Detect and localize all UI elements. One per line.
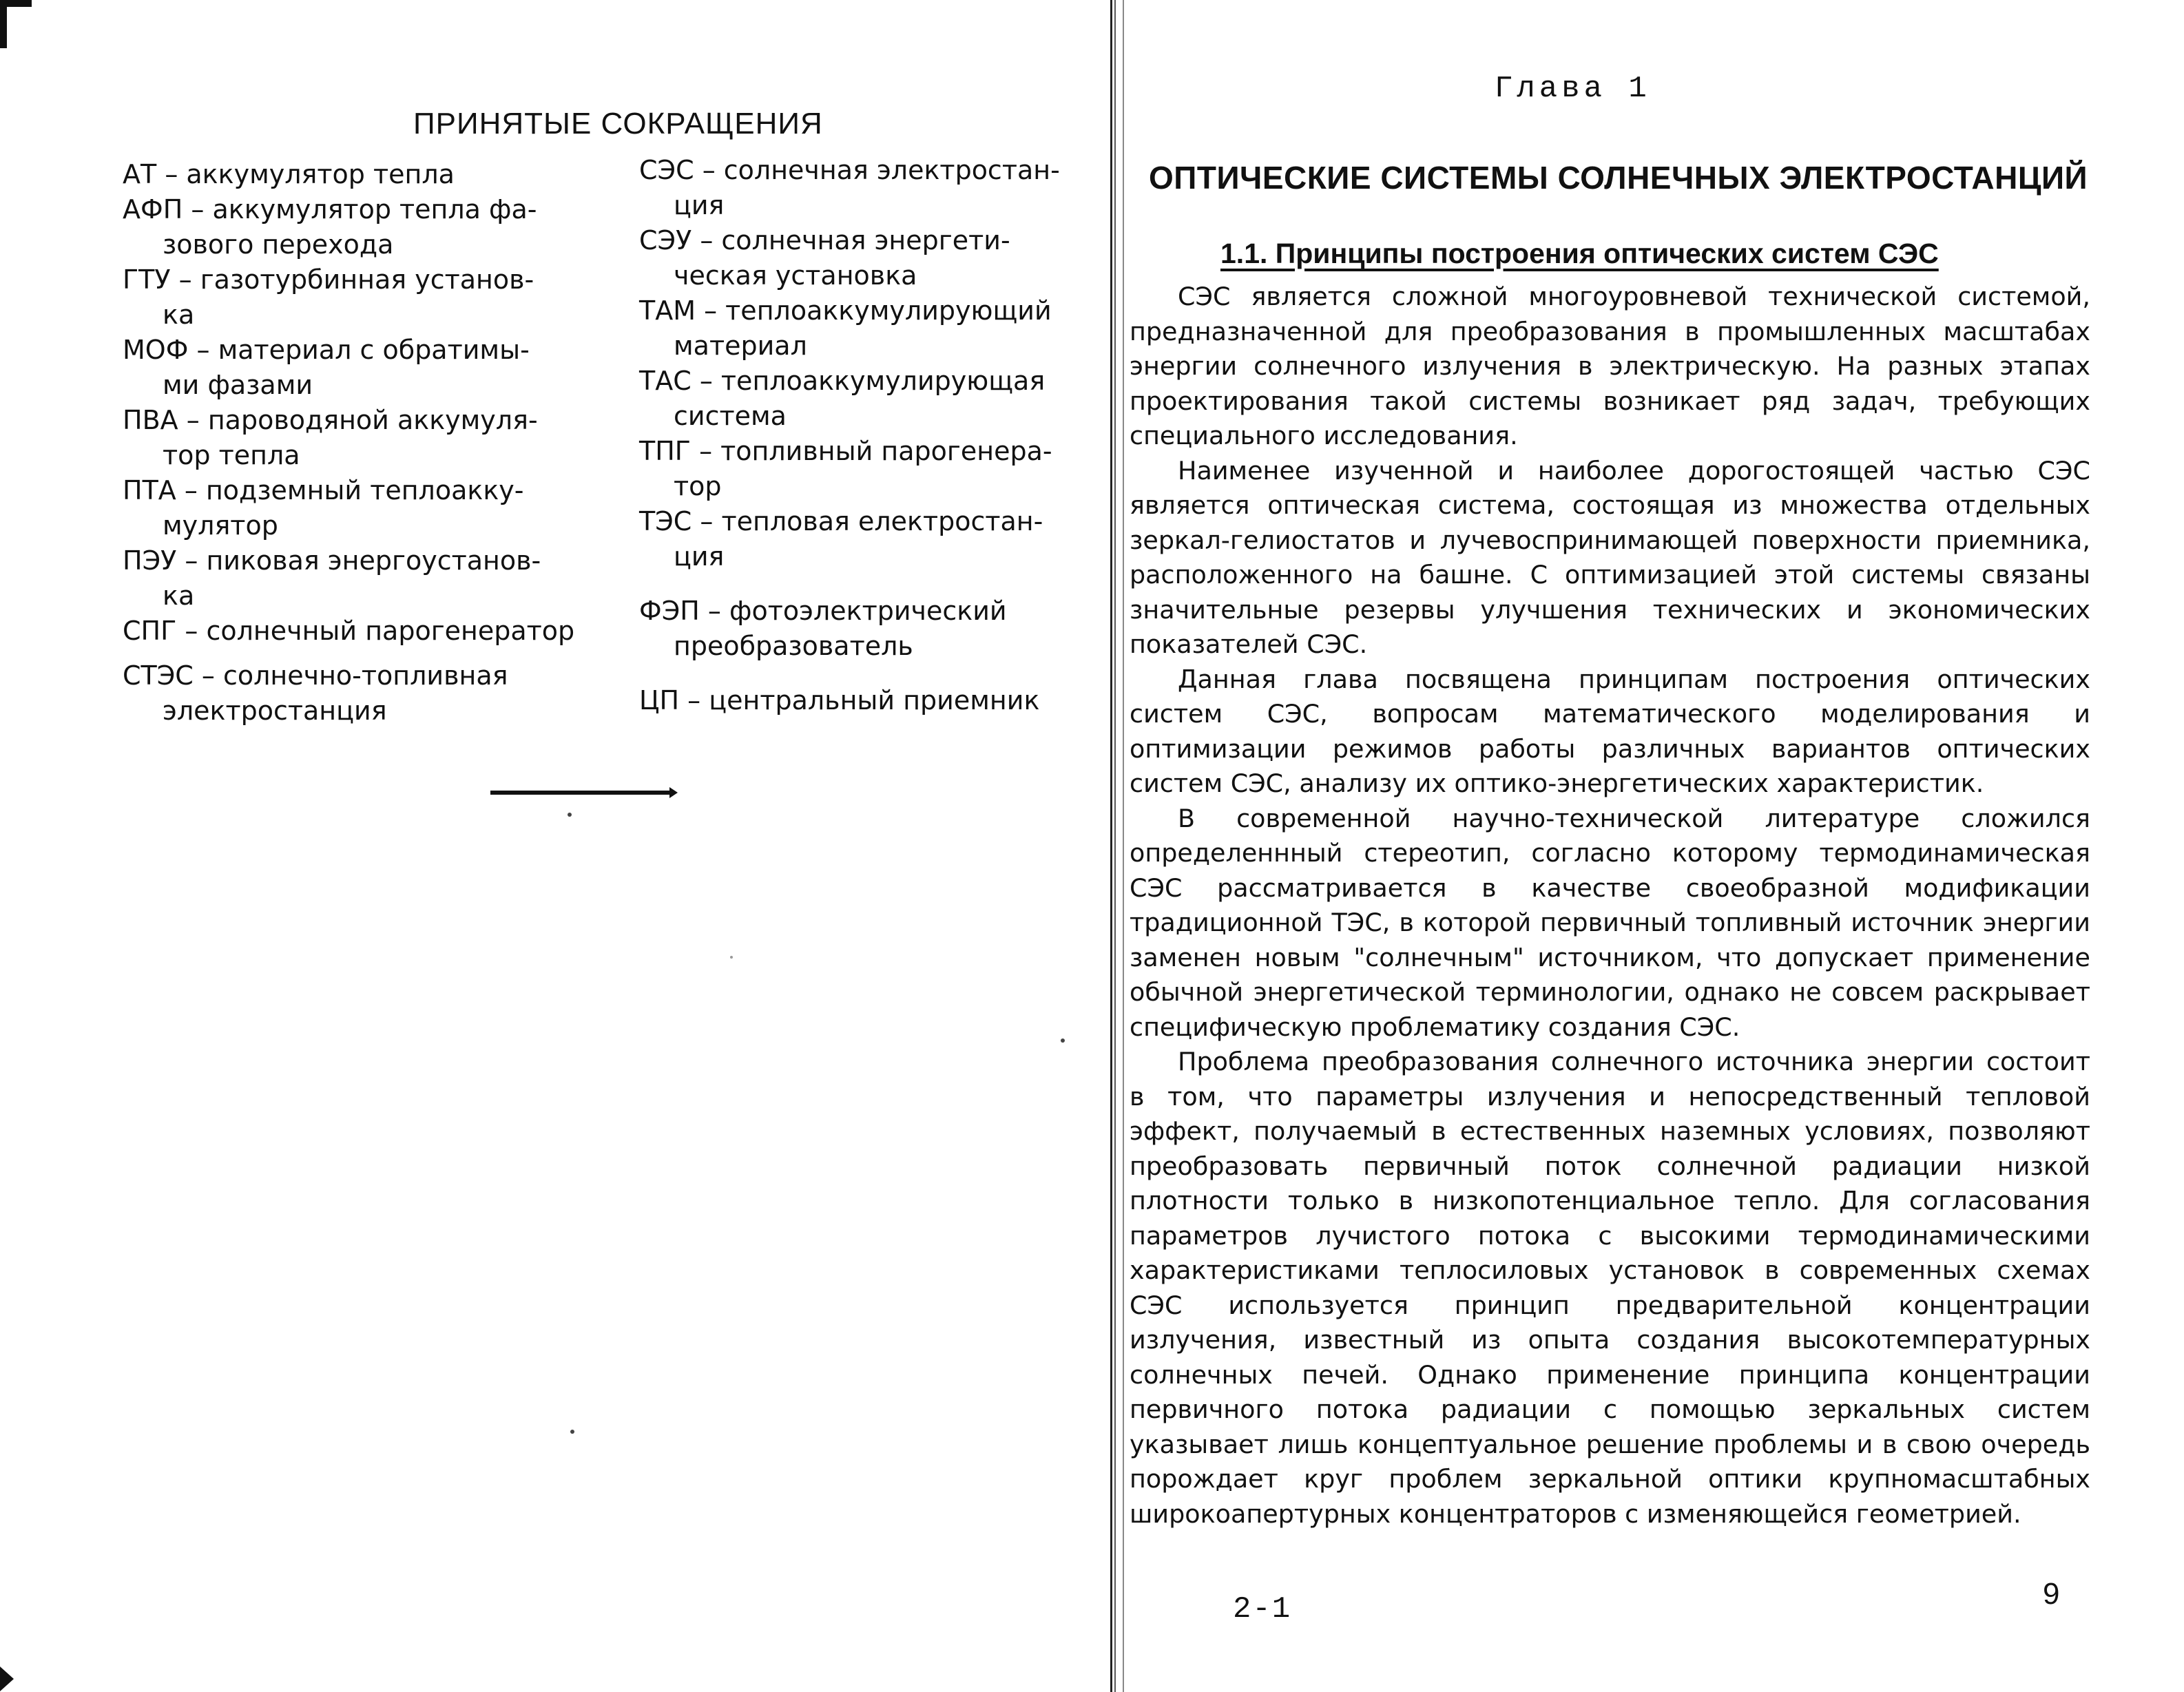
abbreviation-meaning: – солнечная энергети- xyxy=(700,225,1010,255)
abbreviation-meaning-cont: электростанция xyxy=(163,696,387,726)
abbreviation-meaning: – аккумулятор тепла фа- xyxy=(191,194,537,224)
abbreviation-entry xyxy=(123,403,618,473)
book-gutter-edge xyxy=(1123,0,1124,1692)
abbreviation-meaning: – подземный теплоакку- xyxy=(184,475,524,505)
abbreviation-entry xyxy=(123,333,618,403)
abbreviation-entry xyxy=(123,658,618,729)
abbreviation-meaning-cont: тор xyxy=(674,471,722,501)
abbreviation-entry xyxy=(639,223,1107,293)
abbreviation-code: ПВА xyxy=(123,405,178,435)
scan-speck xyxy=(568,813,572,817)
abbreviation-meaning: – солнечный парогенератор xyxy=(185,616,575,646)
abbreviation-code: ТАС xyxy=(639,366,691,396)
abbreviation-meaning: – пиковая энергоустанов- xyxy=(185,545,541,576)
abbreviation-meaning-cont: ми фазами xyxy=(163,370,313,400)
abbreviation-meaning: – теплоаккумулирующая xyxy=(699,366,1046,396)
abbreviation-entry xyxy=(639,293,1107,364)
abbreviation-meaning: – солнечно-топливная xyxy=(201,660,508,691)
body-paragraph: Данная глава посвящена принципам построения оптических систем СЭС, вопросам математического моделирования и оптимизации режимов работы различных вариантов оптических систем СЭС, анализу их оптико-энергетических характеристик. xyxy=(1130,664,2090,798)
abbreviation-code: АТ xyxy=(123,159,157,189)
abbreviation-entry xyxy=(123,473,618,543)
abbreviation-code: ПТА xyxy=(123,475,176,505)
abbreviation-entry xyxy=(639,594,1107,664)
abbreviation-meaning-cont: система xyxy=(674,401,787,431)
scan-edge-mark xyxy=(0,1667,14,1691)
abbreviation-meaning: – фотоэлектрический xyxy=(707,596,1007,626)
scan-speck xyxy=(730,956,733,959)
abbreviation-entry xyxy=(123,262,618,333)
abbreviation-meaning: – солнечная электростан- xyxy=(702,155,1060,185)
abbreviations-list-left xyxy=(123,157,618,729)
scan-corner-mark xyxy=(0,0,32,48)
body-paragraph: Проблема преобразования солнечного источника энергии состоит в том, что параметры излучения и непосредственный тепловой эффект, получаемый в естественных наземных условиях, позволяют преобразовать первичный поток солнечной радиации низкой плотности только в низкопотенциальное тепло. Для согласования параметров лучистого потока с высокими термодинамическими характеристиками теплосиловых установок в современных схемах СЭС используется принцип предварительной концентрации излучения, известный из опыта создания высокотемпературных солнечных печей. Однако применение принципа концентрации первичного потока радиации с помощью зеркальных систем указывает лишь концептуальное решение проблемы и в свою очередь порождает круг проблем зеркальной оптики крупномасштабных широкоапертурных концентраторов с изменяющейся геометрией. xyxy=(1130,1047,2090,1529)
abbreviation-meaning-cont: ка xyxy=(163,581,195,611)
abbreviation-code: АФП xyxy=(123,194,183,224)
abbreviation-meaning: – газотурбинная установ- xyxy=(178,264,534,295)
abbreviation-code: ГТУ xyxy=(123,264,171,295)
abbreviation-meaning-cont: преобразователь xyxy=(674,631,913,661)
abbreviation-code: СЭС xyxy=(639,155,694,185)
abbreviation-code: МОФ xyxy=(123,335,189,365)
page-number: 9 xyxy=(2043,1577,2060,1611)
body-paragraph: Наименее изученной и наиболее дорогостоящей частью СЭС является оптическая система, состоящая из множества отдельных зеркал-гелиостатов и лучевоспринимающей поверхности приемника, расположенного на башне. С оптимизацией этой системы связаны значительные резервы улучшения технических и экономических показателей СЭС. xyxy=(1130,455,2090,659)
abbreviation-meaning-cont: мулятор xyxy=(163,510,278,541)
abbreviation-meaning: – тепловая електростан- xyxy=(700,506,1043,536)
abbreviation-code: ТЭС xyxy=(639,506,692,536)
abbreviation-meaning-cont: ция xyxy=(674,541,725,572)
abbreviation-code: ФЭП xyxy=(639,596,700,626)
abbreviations-list-right xyxy=(639,153,1107,718)
body-paragraph: СЭС является сложной многоуровневой технической системой, предназначенной для преобразования в промышленных масштабах энергии солнечного излучения в электрическую. На разных этапах проектирования такой системы возникает ряд задач, требующих специального исследования. xyxy=(1130,282,2090,450)
chapter-title: ОПТИЧЕСКИЕ СИСТЕМЫ СОЛНЕЧНЫХ ЭЛЕКТРОСТАНЦИЙ xyxy=(1149,159,2088,196)
abbreviation-entry xyxy=(123,192,618,262)
printer-signature: 2-1 xyxy=(1233,1592,1292,1627)
abbreviation-meaning: – топливный парогенера- xyxy=(699,436,1052,466)
chapter-body xyxy=(1130,280,2090,1532)
abbreviation-meaning-cont: ка xyxy=(163,300,195,330)
book-gutter xyxy=(1110,0,1116,1692)
decorative-rule xyxy=(490,791,671,795)
abbreviation-meaning: – центральный приемник xyxy=(687,685,1040,716)
abbreviation-meaning-cont: ция xyxy=(674,190,725,220)
abbreviation-code: ПЭУ xyxy=(123,545,177,576)
scan-speck xyxy=(1061,1038,1065,1043)
abbreviation-meaning-cont: зового перехода xyxy=(163,229,394,260)
body-paragraph: В современной научно-технической литературе сложился определеннный стереотип, согласно которому термодинамическая СЭС рассматривается в качестве своеобразной модификации традиционной ТЭС, в которой первичный топливный источник энергии заменен новым "солнечным" источником, что допускает применение обычной энергетической терминологии, однако не совсем раскрывает специфическую проблематику создания СЭС. xyxy=(1130,803,2090,1042)
abbreviation-entry xyxy=(123,157,618,192)
section-title: 1.1. Принципы построения оптических систем СЭС xyxy=(1220,238,1939,269)
abbreviation-entry xyxy=(639,434,1107,504)
abbreviation-code: СТЭС xyxy=(123,660,194,691)
abbreviation-meaning: – аккумулятор тепла xyxy=(165,159,455,189)
abbreviation-code: ЦП xyxy=(639,685,680,716)
abbreviation-code: СЭУ xyxy=(639,225,692,255)
abbreviation-meaning: – теплоаккумулирующий xyxy=(704,295,1052,326)
abbreviation-entry xyxy=(639,683,1107,718)
abbreviation-entry xyxy=(639,153,1107,223)
abbreviation-meaning-cont: тор тепла xyxy=(163,440,300,470)
abbreviation-code: СПГ xyxy=(123,616,177,646)
abbreviation-code: ТПГ xyxy=(639,436,691,466)
abbreviations-title: ПРИНЯТЫЕ СОКРАЩЕНИЯ xyxy=(413,106,823,140)
abbreviation-entry xyxy=(123,614,618,649)
abbreviation-entry xyxy=(639,504,1107,574)
scan-speck xyxy=(570,1430,574,1434)
abbreviation-meaning-cont: материал xyxy=(674,331,807,361)
abbreviation-meaning: – материал с обратимы- xyxy=(196,335,530,365)
abbreviation-meaning-cont: ческая установка xyxy=(674,260,917,291)
chapter-label: Глава 1 xyxy=(1495,72,1651,106)
abbreviation-entry xyxy=(639,364,1107,434)
abbreviation-meaning: – пароводяной аккумуля- xyxy=(186,405,538,435)
abbreviation-code: ТАМ xyxy=(639,295,696,326)
abbreviation-entry xyxy=(123,543,618,614)
